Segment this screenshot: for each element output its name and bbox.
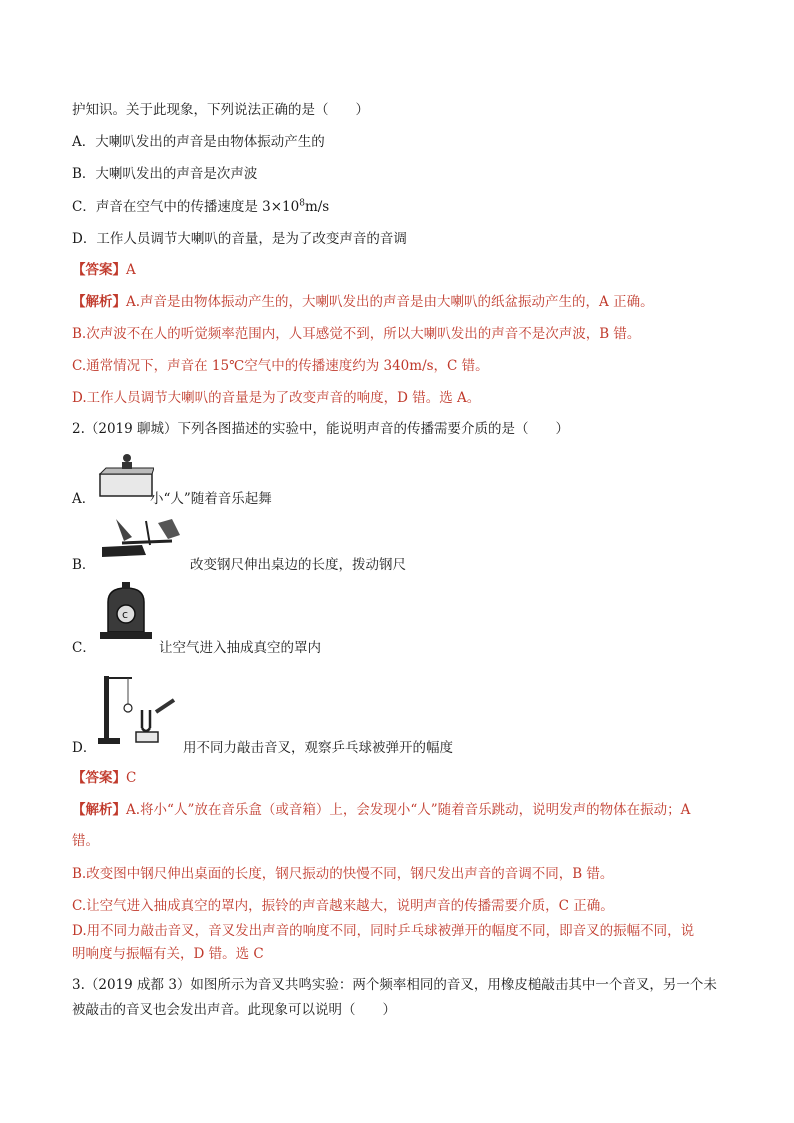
q1-option-b: B．大喇叭发出的声音是次声波 [72, 166, 258, 182]
q1-option-c [72, 197, 746, 217]
q2-analysis-4: D.用不同力敲击音叉，音叉发出声音的响度不同，同时乒乓球被弹开的幅度不同，即音叉的振幅不同，说 [72, 923, 695, 939]
tuning-fork-pingpong-figure [98, 670, 180, 748]
q2-analysis-3: C.让空气进入抽成真空的罩内，振铃的声音越来越大，说明声音的传播需要介质，C 正确。 [72, 898, 614, 914]
q2-option-c-text: 让空气进入抽成真空的罩内 [159, 640, 321, 656]
q1-analysis-2: B.次声波不在人的听觉频率范围内，人耳感觉不到，所以大喇叭发出的声音不是次声波，B 错。 [72, 326, 641, 342]
q3-stem-2: 被敲击的音叉也会发出声音。此现象可以说明（ ） [72, 1002, 396, 1018]
q2-answer-value: C [126, 770, 137, 786]
q1-answer [72, 260, 746, 280]
steel-ruler-figure [102, 515, 184, 559]
q1-analysis-1 [72, 292, 746, 312]
q2-analysis-label: 【解析】 [72, 802, 126, 818]
q2-option-a-text: 小“人”随着音乐起舞 [150, 491, 272, 507]
q2-option-b-label: B． [72, 557, 96, 573]
q2-analysis-2: B.改变图中钢尺伸出桌面的长度，钢尺振动的快慢不同，钢尺发出声音的音调不同，B 错。 [72, 866, 614, 882]
svg-text:c: c [122, 608, 129, 621]
q2-analysis-text-1: A.将小“人”放在音乐盒（或音箱）上，会发现小“人”随着音乐跳动，说明发声的物体在振动；A [126, 802, 691, 818]
q1-analysis-text-1: A.声音是由物体振动产生的，大喇叭发出的声音是由大喇叭的纸盆振动产生的，A 正确。 [126, 294, 654, 310]
music-box-figure [98, 452, 154, 498]
q2-analysis-1b: 错。 [72, 833, 99, 849]
q1-option-c-unit: m/s [304, 199, 330, 215]
q1-analysis-3: C.通常情况下，声音在 15℃空气中的传播速度约为 340m/s，C 错。 [72, 358, 489, 374]
q1-option-c-text: C．声音在空气中的传播速度是 3×10 [72, 199, 300, 215]
q2-stem: 2.（2019 聊城）下列各图描述的实验中，能说明声音的传播需要介质的是（ ） [72, 421, 570, 437]
q2-analysis-4b: 明响度与振幅有关，D 错。选 C [72, 946, 264, 962]
q2-option-d-label: D． [72, 740, 97, 756]
q1-option-a: A．大喇叭发出的声音是由物体振动产生的 [72, 134, 325, 150]
q1-stem-tail: 护知识。关于此现象，下列说法正确的是（ ） [72, 102, 369, 118]
q2-answer [72, 768, 746, 788]
q1-analysis-4: D.工作人员调节大喇叭的音量是为了改变声音的响度，D 错。选 A。 [72, 390, 481, 406]
vacuum-bell-jar-figure [98, 582, 154, 640]
q2-option-c-label: C． [72, 640, 96, 656]
q2-answer-label: 【答案】 [72, 770, 126, 786]
q1-analysis-label: 【解析】 [72, 294, 126, 310]
q2-option-d-text: 用不同力敲击音叉，观察乒乓球被弹开的幅度 [183, 740, 453, 756]
q1-option-c-exponent: 8 [299, 198, 305, 209]
q2-option-b-text: 改变钢尺伸出桌边的长度，拨动钢尺 [190, 557, 406, 573]
q3-stem-1: 3.（2019 成都 3）如图所示为音叉共鸣实验：两个频率相同的音叉，用橡皮槌敲击其中一个音叉，另一个未 [72, 977, 717, 993]
q2-analysis-1 [72, 800, 746, 820]
q2-option-a-label: A． [72, 491, 96, 507]
q1-answer-label: 【答案】 [72, 262, 126, 278]
q1-option-d: D．工作人员调节大喇叭的音量，是为了改变声音的音调 [72, 231, 407, 247]
q1-answer-value: A [126, 262, 136, 278]
